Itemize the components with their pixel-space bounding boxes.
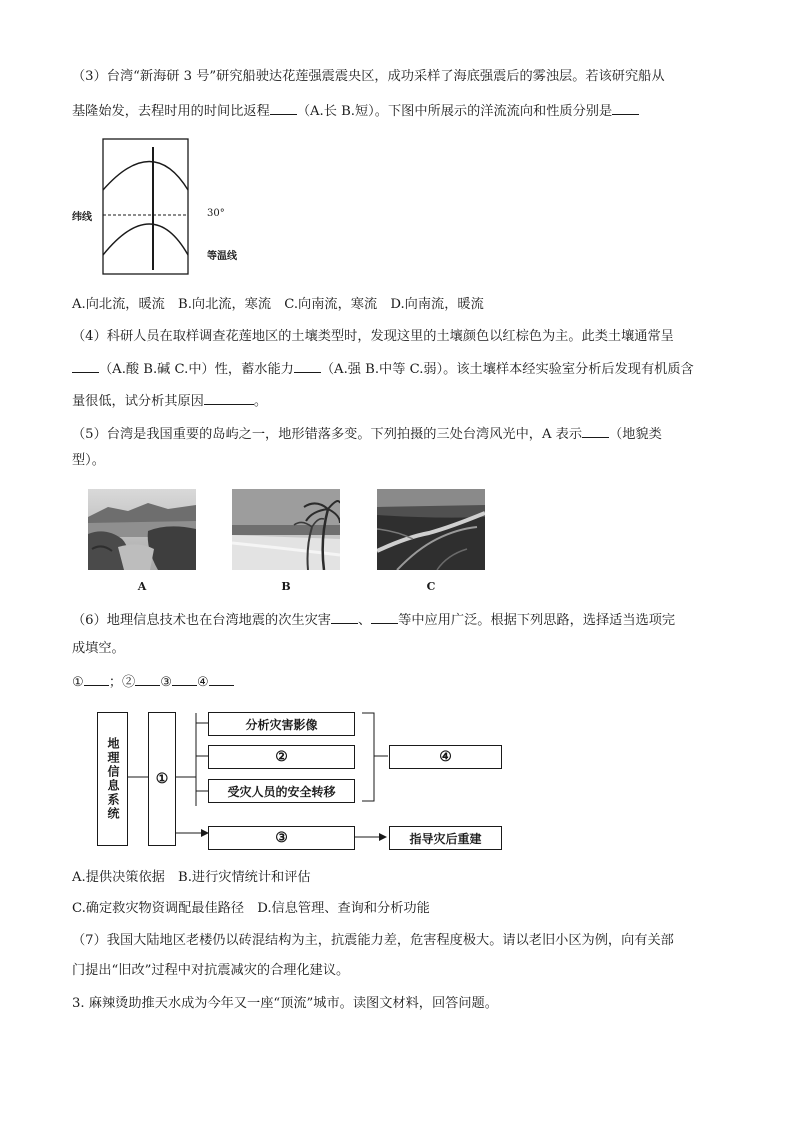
q3-text-b: （A.长 B.短）。下图中所展示的洋流流向和性质分别是 bbox=[296, 104, 613, 119]
isotherm-upper bbox=[103, 162, 188, 191]
q4-text-c: 量很低，试分析其原因 bbox=[72, 394, 204, 409]
isotherm-lower bbox=[103, 224, 188, 255]
q6-blank-2[interactable] bbox=[371, 610, 398, 624]
q6-circle-4: ④ bbox=[197, 675, 209, 690]
node-1-box: ① bbox=[148, 712, 176, 846]
q5-text-b: （地貌类 bbox=[609, 427, 662, 442]
evacuation-box: 受灾人员的安全转移 bbox=[208, 779, 355, 803]
q4-blank-1[interactable] bbox=[72, 359, 99, 373]
q6-sep: ； bbox=[108, 675, 123, 690]
q6-options-1: A.提供决策依据 B.进行灾情统计和评估 bbox=[72, 870, 311, 885]
node-2-box: ② bbox=[208, 745, 355, 769]
q6-line2: 成填空。 bbox=[72, 641, 125, 656]
gis-box: 地理信息系统 bbox=[97, 712, 128, 846]
q4-line3 bbox=[72, 391, 267, 411]
q6-answer-blank-2[interactable] bbox=[135, 672, 160, 686]
analyze-disaster-images-box: 分析灾害影像 bbox=[208, 712, 355, 736]
q3-blank-2[interactable] bbox=[612, 101, 639, 115]
q4-line2 bbox=[72, 359, 694, 379]
lat-30-label: 30° bbox=[207, 208, 225, 219]
weixian-label: 纬线 bbox=[72, 212, 92, 223]
photo-c-label: C bbox=[426, 580, 436, 593]
photo-a-label: A bbox=[137, 580, 147, 593]
q-next-title: 3. 麻辣烫助推天水成为今年又一座“顶流”城市。读图文材料，回答问题。 bbox=[72, 996, 498, 1011]
q3-line2 bbox=[72, 101, 639, 121]
q6-options-2: C.确定救灾物资调配最佳路径 D.信息管理、查询和分析功能 bbox=[72, 901, 430, 916]
q6-text-a: （6）地理信息技术也在台湾地震的次生灾害 bbox=[72, 613, 331, 628]
q6-blanks-line bbox=[72, 672, 234, 692]
q6-circle-2: ② bbox=[122, 675, 136, 690]
node-4-box: ④ bbox=[389, 745, 502, 769]
q5-blank-1[interactable] bbox=[582, 424, 609, 438]
q5-text-a: （5）台湾是我国重要的岛屿之一，地形错落多变。下列拍摄的三处台湾风光中，A 表示 bbox=[72, 427, 583, 442]
photo-b-beach bbox=[232, 489, 340, 570]
q3-blank-1[interactable] bbox=[270, 101, 297, 115]
photo-b-label: B bbox=[281, 580, 291, 593]
q4-line1: （4）科研人员在取样调查花莲地区的土壤类型时，发现这里的土壤颜色以红棕色为主。此类土壤通常呈 bbox=[72, 329, 674, 344]
q6-blank-1[interactable] bbox=[331, 610, 358, 624]
guide-reconstruction-box: 指导灾后重建 bbox=[389, 826, 502, 850]
q3-options: A.向北流，暖流 B.向北流，寒流 C.向南流，寒流 D.向南流，暖流 bbox=[72, 297, 484, 312]
q4-blank-3[interactable] bbox=[204, 391, 254, 405]
q4-text-d: 。 bbox=[253, 394, 268, 409]
q3-line1: （3）台湾“新海研 3 号”研究船驶达花莲强震震央区，成功采样了海底强震后的雾浊层。若该研究船从 bbox=[72, 69, 665, 84]
q7-line1: （7）我国大陆地区老楼仍以砖混结构为主，抗震能力差，危害程度极大。请以老旧小区为例，向有关部 bbox=[72, 933, 674, 948]
q6-answer-blank-1[interactable] bbox=[84, 672, 109, 686]
q6-answer-blank-4[interactable] bbox=[209, 672, 234, 686]
q5-line1 bbox=[72, 424, 662, 444]
q4-text-b: （A.强 B.中等 C.弱）。该土壤样本经实验室分析后发现有机质含 bbox=[320, 362, 694, 377]
q7-line2: 门提出“旧改”过程中对抗震减灾的合理化建议。 bbox=[72, 963, 350, 978]
photo-a-coastal-rocks bbox=[88, 489, 196, 570]
node-3-box: ③ bbox=[208, 826, 355, 850]
q6-answer-blank-3[interactable] bbox=[172, 672, 197, 686]
q6-circle-1: ① bbox=[72, 675, 84, 690]
q6-text-c: 等中应用广泛。根据下列思路，选择适当选项完 bbox=[398, 613, 676, 628]
q4-blank-2[interactable] bbox=[294, 359, 321, 373]
q3-text-a: 基隆始发，去程时用的时间比返程 bbox=[72, 104, 270, 119]
isotherm-label: 等温线 bbox=[207, 251, 237, 262]
q6-line1 bbox=[72, 610, 675, 630]
q6-circle-3: ③ bbox=[160, 675, 173, 690]
q6-text-b: 、 bbox=[357, 613, 372, 628]
q4-text-a: （A.酸 B.碱 C.中）性，蓄水能力 bbox=[99, 362, 294, 377]
q5-line2: 型）。 bbox=[72, 453, 105, 468]
photo-c-river-delta bbox=[377, 489, 485, 570]
